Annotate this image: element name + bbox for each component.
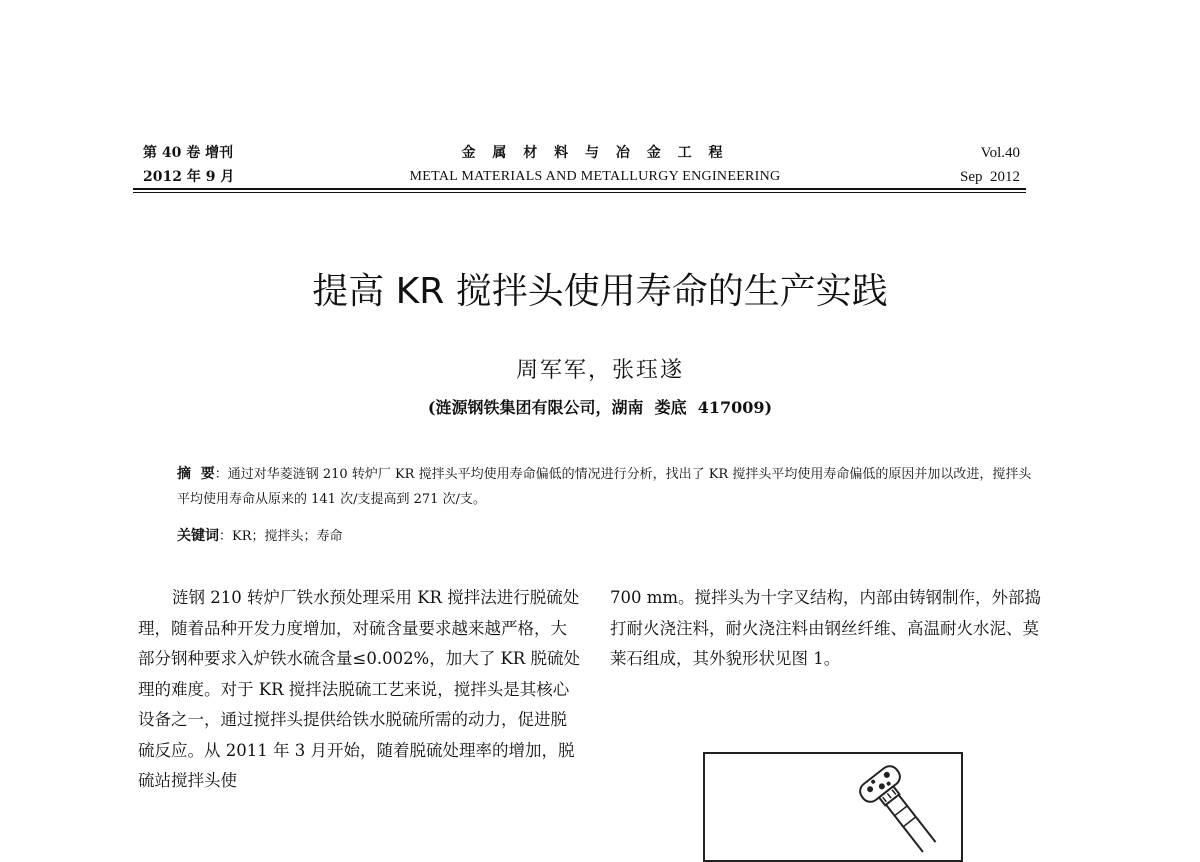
abstract-label: 摘 要	[177, 466, 215, 482]
date-cn: 2012 年 9 月	[143, 169, 235, 185]
abstract-text: ：通过对华菱涟钢 210 转炉厂 KR 搅拌头平均使用寿命偏低的情况进行分析，找出了 KR 搅拌头平均使用寿命偏低的原因并加以改进，搅拌头平均使用寿命从原来的 141 次/支提高到 271 次/支。	[177, 467, 1032, 507]
journal-name-cn: 金 属 材 料 与 冶 金 工 程	[461, 145, 729, 161]
body-column-right	[610, 583, 1050, 675]
header-right	[910, 141, 1020, 189]
body-paragraph-right: 700 mm。搅拌头为十字叉结构，内部由铸钢制作，外部捣打耐火浇注料，耐火浇注料由钢丝纤维、高温耐火水泥、莫莱石组成，其外貌形状见图 1。	[610, 588, 1042, 668]
header-rule-thick	[133, 188, 1026, 190]
affiliation: (涟源钢铁集团有限公司，湖南 娄底 417009)	[427, 398, 773, 417]
body-paragraph-left: 涟钢 210 转炉厂铁水预处理采用 KR 搅拌法进行脱硫处理，随着品种开发力度增加，对硫含量要求越来越严格，大部分钢种要求入炉铁水硫含量≤0.002%，加大了 KR 脱硫处理的难度。对于 KR 搅拌法脱硫工艺来说，搅拌头是其核心设备之一，通过搅拌头提供给铁水脱硫所需的动力，促进脱硫反应。从 2011 年 3 月开始，随着脱硫处理率的增加，脱硫站搅拌头使	[138, 588, 580, 790]
header-left	[143, 141, 234, 189]
keywords-label: 关键词	[177, 528, 219, 544]
paper-title: 提高 KR 搅拌头使用寿命的生产实践	[312, 271, 888, 312]
date-en: Sep 2012	[960, 169, 1020, 185]
authors: 周军军，张珏遂	[515, 358, 684, 383]
journal-name-en: METAL MATERIALS AND METALLURGY ENGINEERING	[409, 169, 781, 184]
header-rule-thin	[133, 192, 1026, 193]
abstract	[177, 462, 1037, 512]
body-column-left	[138, 583, 582, 797]
keywords-text: ：KR；搅拌头；寿命	[219, 529, 343, 544]
stirring-head-image	[705, 754, 961, 860]
header-center	[330, 141, 860, 189]
figure-1-frame	[703, 752, 963, 862]
volume-cn: 第 40 卷 增刊	[143, 145, 234, 161]
keywords	[177, 524, 343, 549]
volume-en: Vol.40	[980, 145, 1020, 161]
